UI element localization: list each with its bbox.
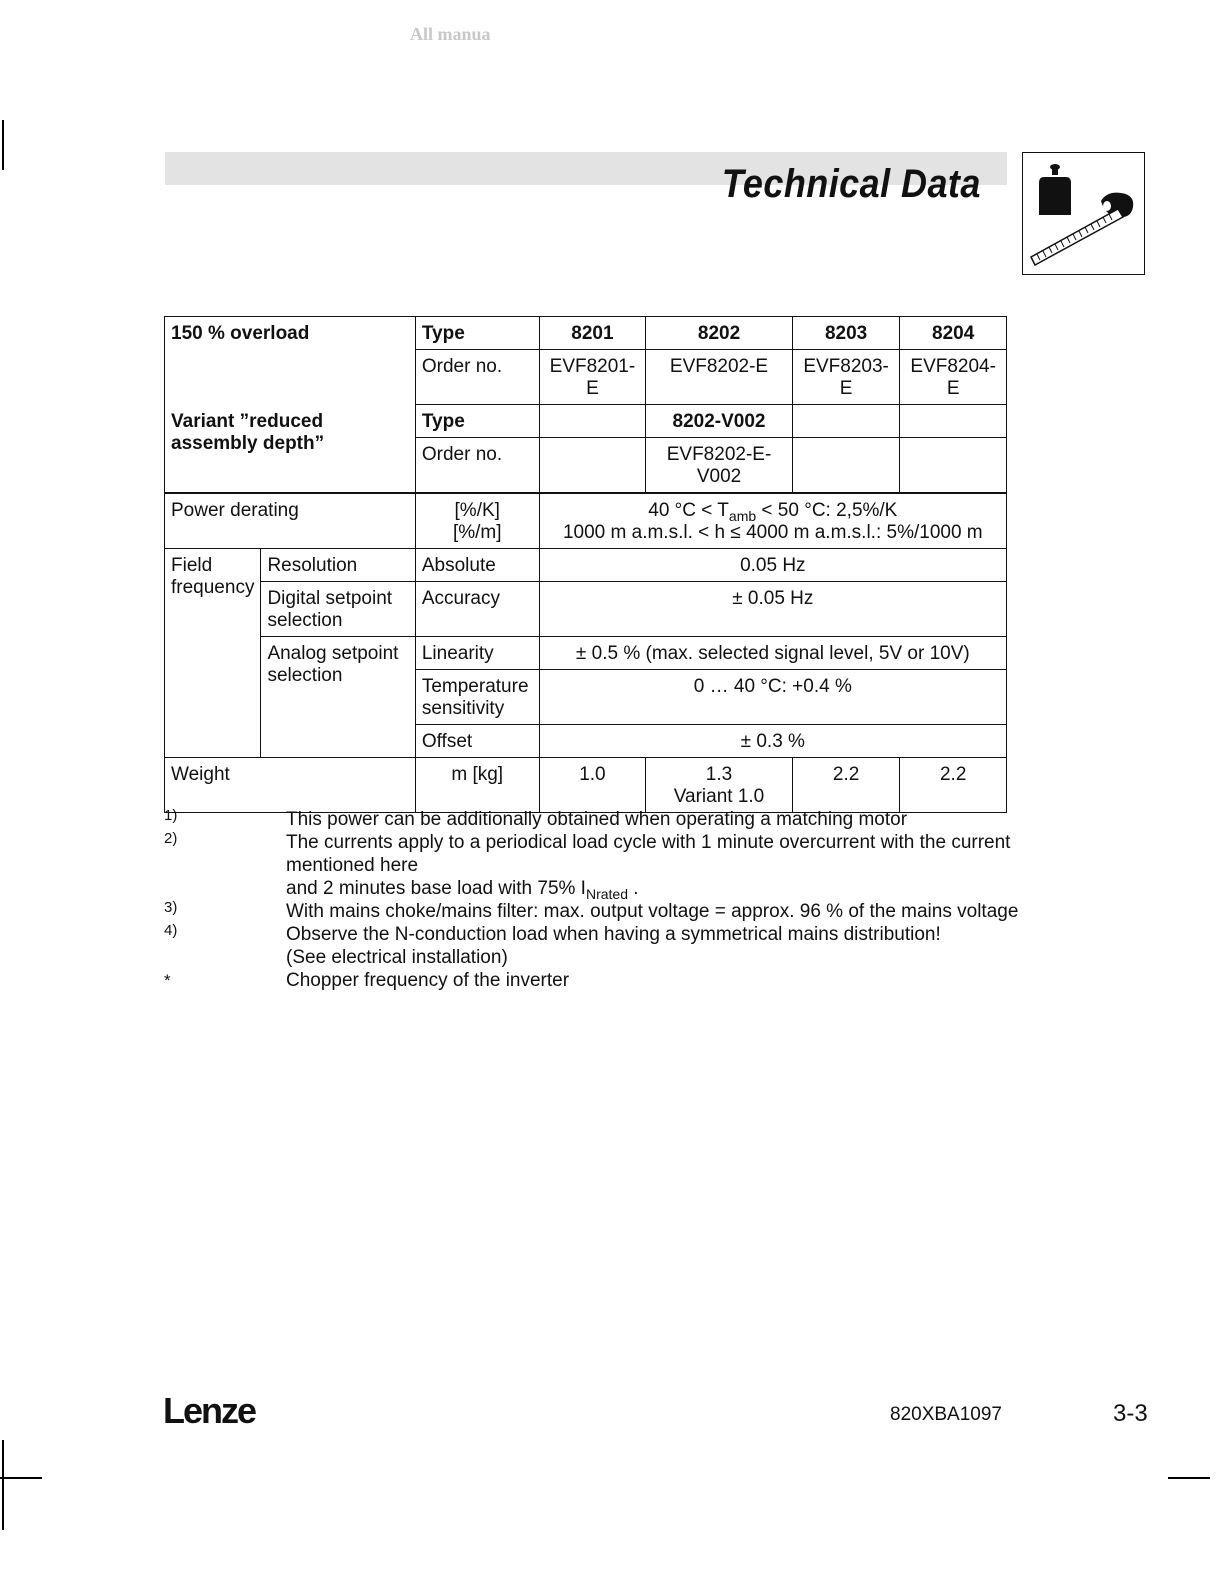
absolute-label: Absolute [415,549,539,582]
blank-cell [792,438,900,494]
table-row [165,405,1007,438]
footnote [164,831,1024,900]
type-cell: 8201 [539,317,646,350]
variant-order-cell: EVF8202-E- V002 [646,438,793,494]
blank-cell [539,405,646,438]
derating-altitude: 1000 m a.m.s.l. < h ≤ 4000 m a.m.s.l.: 5%/1000 m [562,522,983,543]
lenze-logo: Lenze [163,1390,256,1431]
order-label: Order no. [415,350,539,405]
derating-temp: 40 $^\circ C < T_{amb} < 50$ °C: 2,5%/K [648,500,898,524]
temperature-label: Temperature sensitivity [415,670,539,725]
footnote-text: The currents apply to a periodical load cycle with 1 minute overcurrent with the current mentioned here [286,832,1011,876]
absolute-value: 0.05 Hz [539,549,1006,582]
table-row [165,549,1007,582]
footnote-text: Observe the N-conduction load when having a symmetrical mains distribution! [286,924,941,945]
type-cell: 8202 [646,317,793,350]
order-cell: EVF8204-E [900,350,1007,405]
footnote [164,923,1024,969]
type-cell: 8203 [792,317,900,350]
order-cell: EVF8202-E [646,350,793,405]
technical-data-table [164,316,1007,813]
crop-mark [0,1477,42,1479]
order-cell: EVF8203-E [792,350,900,405]
field-frequency-label: Field frequency [165,549,261,758]
variant-label: Variant ”reduced assembly depth” [165,405,416,494]
weight-and-tape-measure-icon [1023,153,1143,273]
accuracy-value: ± 0.05 Hz [539,582,1006,637]
footnote-text: This power can be additionally obtained when operating a matching motor [286,809,908,830]
table-row [165,758,1007,813]
page-title: Technical Data [721,162,981,206]
footnote-marker: * [164,971,171,990]
table-row [165,317,1007,350]
weight-cell: 2.2 [900,758,1007,813]
technical-data-icon [1022,152,1145,275]
blank-cell [900,405,1007,438]
analog-setpoint-label: Analog setpoint selection [261,637,415,758]
footnote-marker: 4) [164,922,178,939]
type-label: Type [415,317,539,350]
footnote-text-cont: (See electrical installation) [286,947,508,968]
order-cell: EVF8201-E [539,350,646,405]
weight-label: Weight [165,758,416,813]
footnote-marker: 1) [164,807,178,824]
linearity-label: Linearity [415,637,539,670]
blank-cell [539,438,646,494]
weight-unit: m [kg] [415,758,539,813]
power-derating-value [539,493,1006,549]
crop-mark [2,1440,4,1530]
crop-mark [1168,1477,1210,1479]
table-row [165,637,1007,670]
table-row [165,582,1007,637]
table-row [165,493,1007,549]
power-derating-label: Power derating [165,493,416,549]
linearity-value: ± 0.5 % (max. selected signal level, 5V or 10V) [539,637,1006,670]
page-number: 3-3 [1113,1400,1148,1427]
footnote [164,900,1024,923]
accuracy-label: Accuracy [415,582,539,637]
footnote-text: With mains choke/mains filter: max. output voltage = approx. 96 % of the mains voltage [286,901,1019,922]
digital-setpoint-label: Digital setpoint selection [261,582,415,637]
overload-label: 150 % overload [165,317,416,350]
order-label: Order no. [415,438,539,494]
footnotes [164,808,1024,992]
blank-cell [792,405,900,438]
footnote [164,808,1024,831]
weight-value: 1.3 [705,764,733,785]
type-cell: 8204 [900,317,1007,350]
crop-mark [2,120,4,170]
watermark: All manua [410,24,491,44]
footnote-text: Chopper frequency of the inverter [286,970,570,991]
type-label: Type [415,405,539,438]
variant-type-cell: 8202-V002 [646,405,793,438]
blank-cell [165,350,416,405]
table-row [165,350,1007,405]
weight-variant-note: Variant 1.0 [673,786,765,807]
document-code: 820XBA1097 [890,1404,1002,1425]
footnote-marker: 2) [164,830,178,847]
offset-value: ± 0.3 % [539,725,1006,758]
weight-cell [646,758,793,813]
footnote-marker: 3) [164,899,178,916]
weight-cell: 1.0 [539,758,646,813]
temperature-value: 0 … 40 °C: +0.4 % [539,670,1006,725]
weight-cell: 2.2 [792,758,900,813]
power-derating-units [415,493,539,549]
offset-label: Offset [415,725,539,758]
unit-k: [%/K] [454,500,500,521]
unit-m: [%/m] [452,522,502,543]
footnote-text-cont: and 2 minutes base load with 75% $I_{Nrated}$ . [286,878,639,902]
footnote [164,969,1024,992]
resolution-label: Resolution [261,549,415,582]
blank-cell [900,438,1007,494]
